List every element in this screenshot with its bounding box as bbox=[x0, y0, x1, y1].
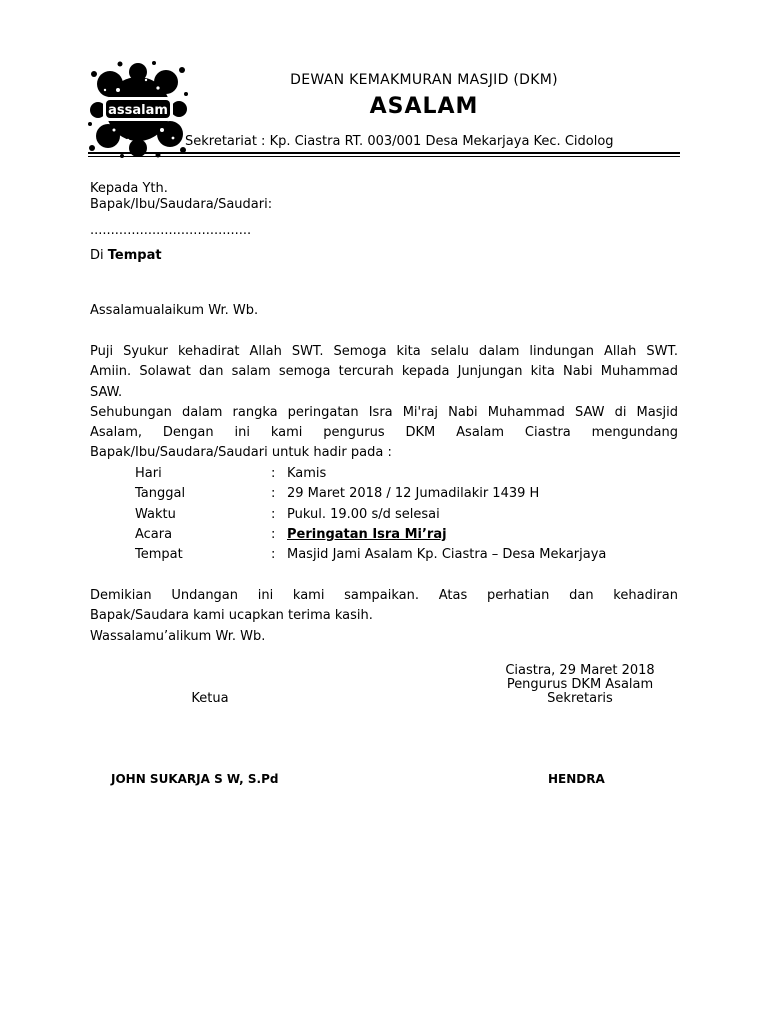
place-prefix: Di bbox=[90, 248, 108, 263]
secretary-title: Sekretaris bbox=[547, 691, 613, 706]
detail-sep: : bbox=[271, 486, 276, 501]
detail-label: Tempat bbox=[135, 547, 183, 562]
signature-org: Pengurus DKM Asalam bbox=[506, 677, 654, 692]
recipient-line2: Bapak/Ibu/Saudara/Saudari: bbox=[90, 197, 273, 212]
body-p1-line1: Puji Syukur kehadirat Allah SWT. Semoga kita selalu dalam lindungan Allah SWT. bbox=[90, 344, 678, 359]
detail-value-event: Peringatan Isra Mi’raj bbox=[287, 527, 447, 542]
org-title: DEWAN KEMAKMURAN MASJID (DKM) bbox=[290, 72, 558, 88]
secretary-name: HENDRA bbox=[548, 772, 605, 786]
closing-line3: Wassalamu’alikum Wr. Wb. bbox=[90, 629, 266, 644]
body-p2-line2: Asalam, Dengan ini kami pengurus DKM Asalam Ciastra mengundang bbox=[90, 425, 678, 440]
detail-sep: : bbox=[271, 547, 276, 562]
detail-label: Waktu bbox=[135, 507, 176, 522]
secretariat-address: Sekretariat : Kp. Ciastra RT. 003/001 Desa Mekarjaya Kec. Cidolog bbox=[185, 134, 614, 149]
logo-text: assalam bbox=[108, 103, 168, 118]
detail-sep: : bbox=[271, 527, 276, 542]
place-date: Ciastra, 29 Maret 2018 bbox=[505, 663, 655, 678]
detail-label: Hari bbox=[135, 466, 162, 481]
detail-value: Masjid Jami Asalam Kp. Ciastra – Desa Mekarjaya bbox=[287, 547, 607, 562]
detail-label: Acara bbox=[135, 527, 173, 542]
chairman-title: Ketua bbox=[191, 691, 229, 706]
header-rule-thin bbox=[88, 156, 680, 157]
body-p1-line3: SAW. bbox=[90, 385, 123, 400]
recipient-place bbox=[90, 246, 162, 266]
body-p2-line3: Bapak/Ibu/Saudara/Saudari untuk hadir pada : bbox=[90, 445, 392, 460]
place-bold: Tempat bbox=[107, 248, 162, 263]
detail-sep: : bbox=[271, 466, 276, 481]
header-rule-thick bbox=[88, 152, 680, 154]
body-p1-line2: Amiin. Solawat dan salam semoga tercurah kepada Junjungan kita Nabi Muhammad bbox=[90, 364, 678, 379]
detail-value: Pukul. 19.00 s/d selesai bbox=[287, 507, 440, 522]
greeting: Assalamualaikum Wr. Wb. bbox=[90, 303, 259, 318]
closing-line2: Bapak/Saudara kami ucapkan terima kasih. bbox=[90, 608, 373, 623]
detail-value: Kamis bbox=[287, 466, 327, 481]
chairman-name: JOHN SUKARJA S W, S.Pd bbox=[111, 772, 279, 786]
assalam-logo bbox=[88, 60, 188, 158]
mosque-name: ASALAM bbox=[369, 94, 479, 119]
detail-value: 29 Maret 2018 / 12 Jumadilakir 1439 H bbox=[287, 486, 540, 501]
recipient-dots: ....................................... bbox=[90, 223, 252, 238]
detail-label: Tanggal bbox=[135, 486, 186, 501]
detail-sep: : bbox=[271, 507, 276, 522]
closing-line1: Demikian Undangan ini kami sampaikan. Atas perhatian dan kehadiran bbox=[90, 588, 678, 603]
body-p2-line1: Sehubungan dalam rangka peringatan Isra Mi'raj Nabi Muhammad SAW di Masjid bbox=[90, 405, 678, 420]
recipient-line1: Kepada Yth. bbox=[90, 181, 168, 196]
